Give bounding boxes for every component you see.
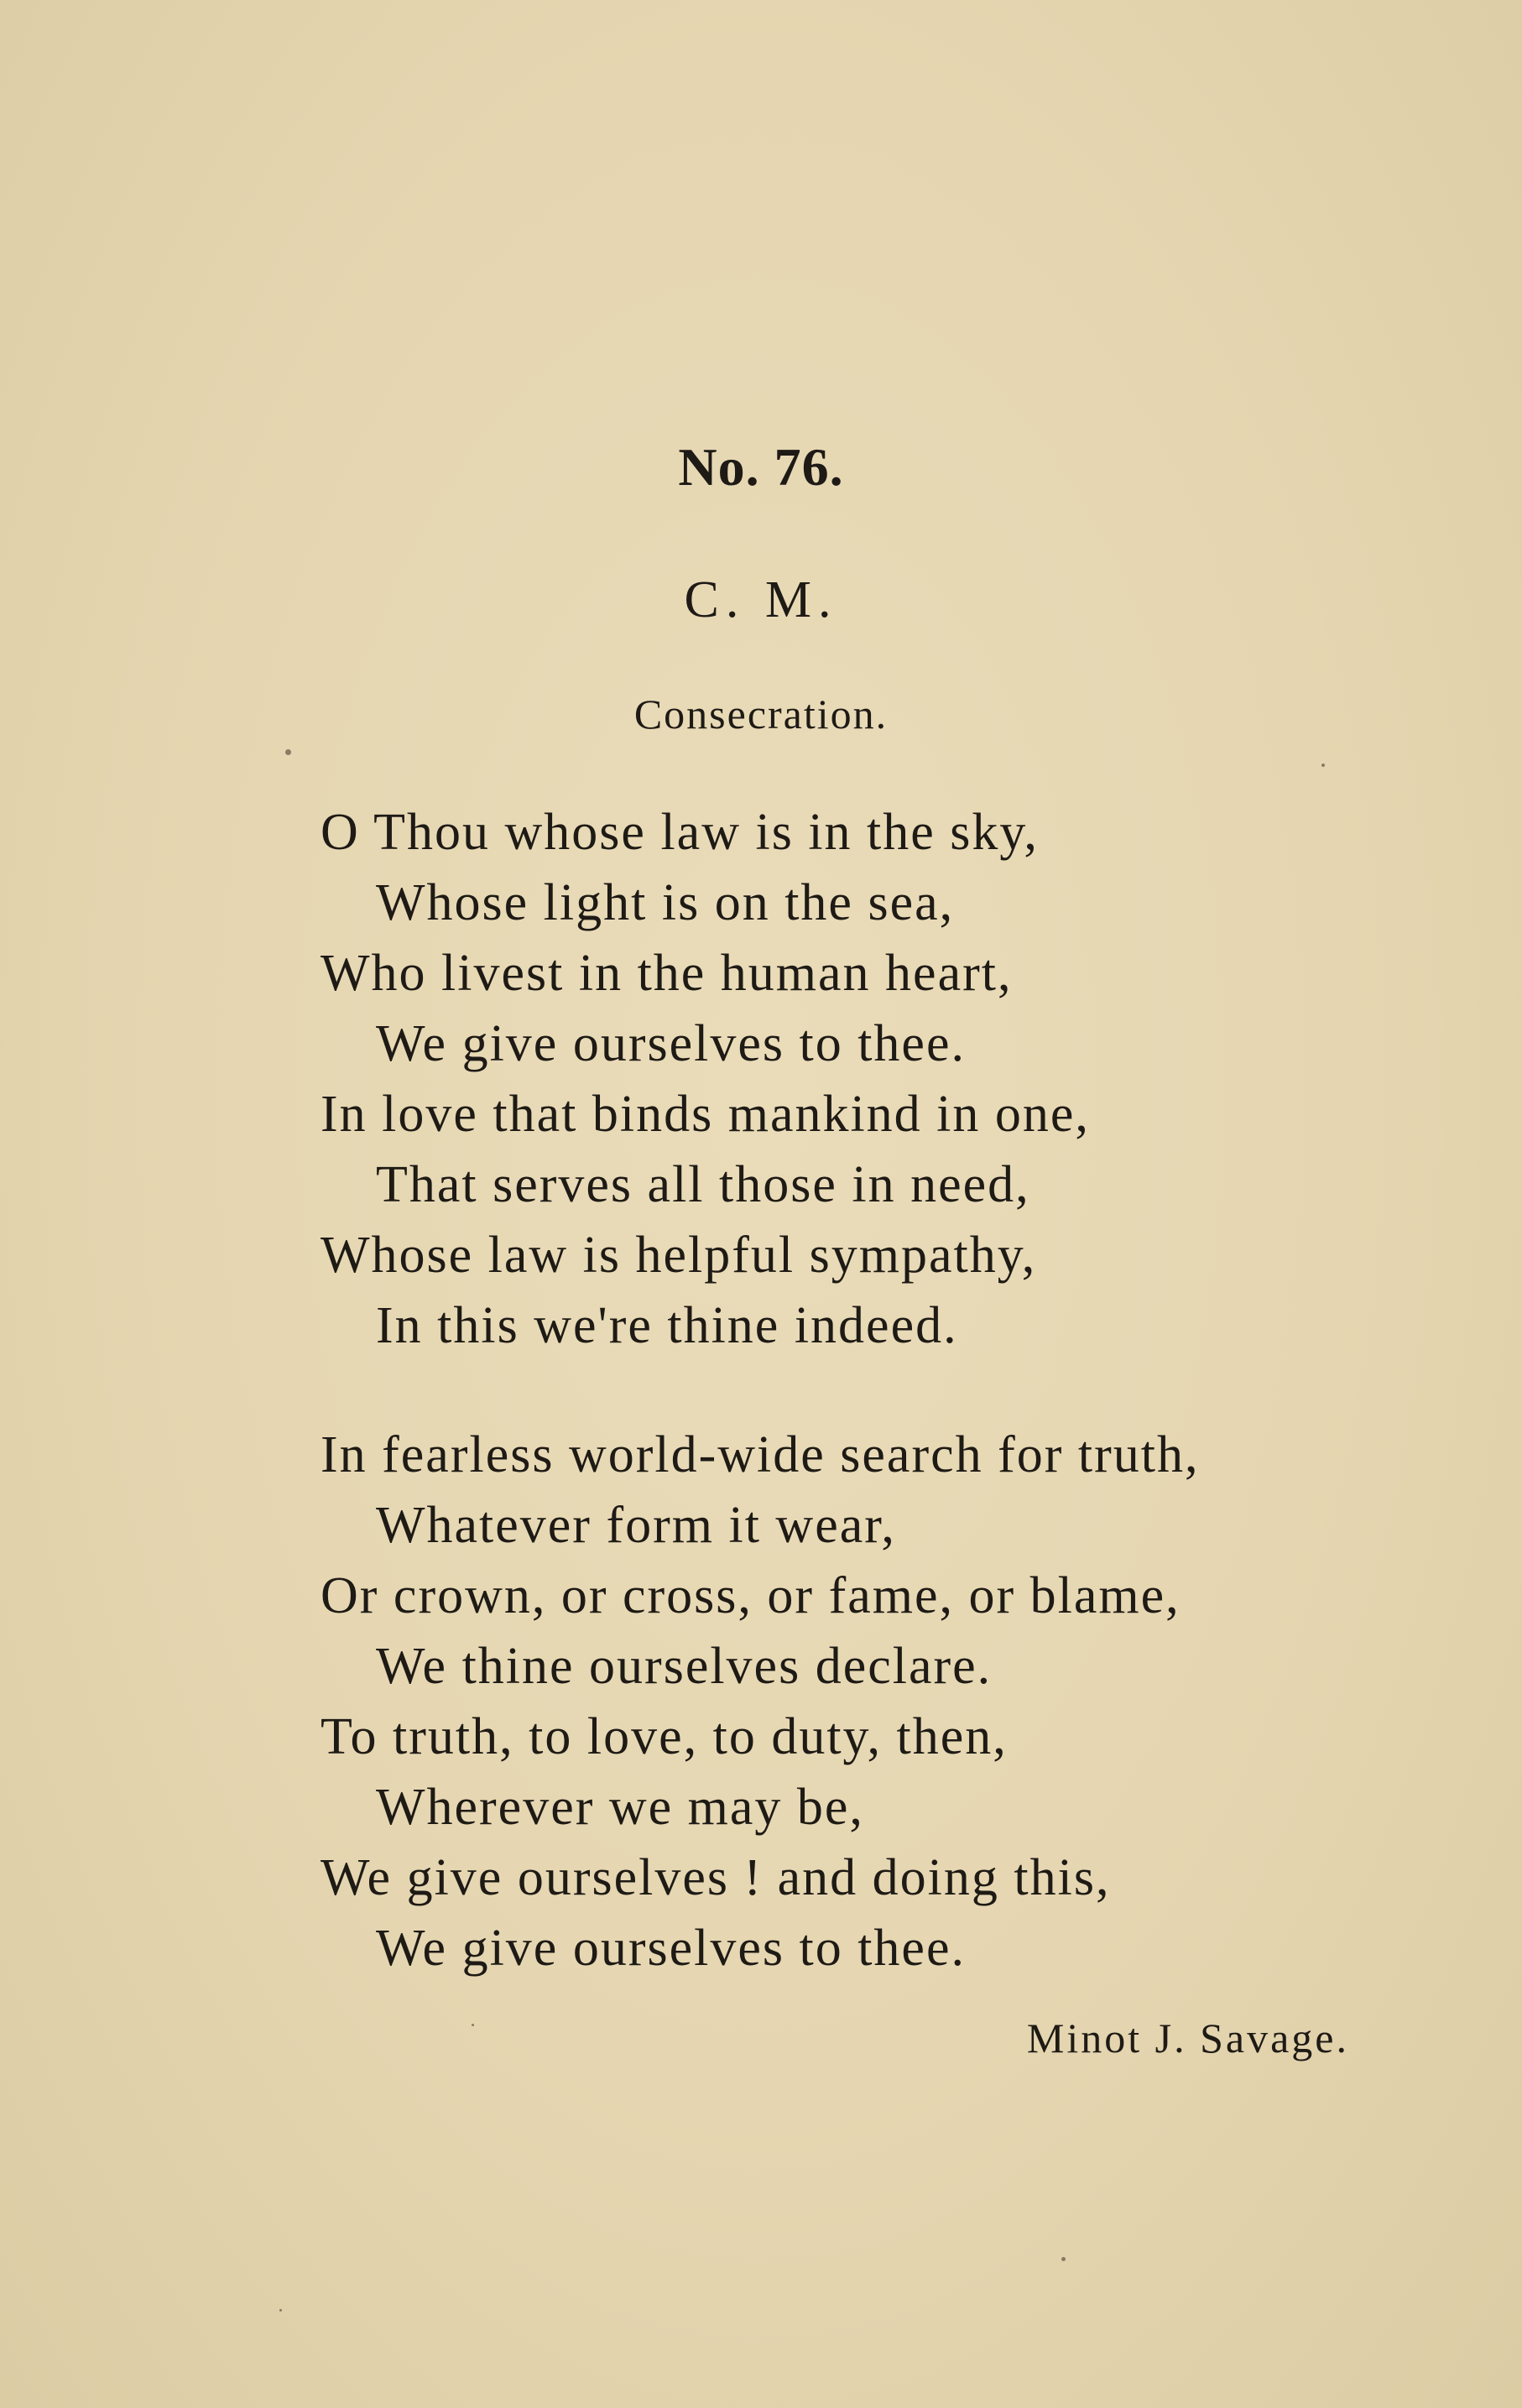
verse-line: O Thou whose law is in the sky, bbox=[321, 804, 1039, 861]
verse-line: Or crown, or cross, or fame, or blame, bbox=[321, 1567, 1181, 1624]
hymn-meter: C. M. bbox=[684, 571, 838, 628]
paper-speck bbox=[1321, 764, 1325, 767]
verse-line: Whose law is helpful sympathy, bbox=[321, 1227, 1037, 1284]
verse-line: We give ourselves ! and doing this, bbox=[321, 1849, 1111, 1906]
verse-line: In love that binds mankind in one, bbox=[321, 1086, 1090, 1143]
stanza-2 bbox=[321, 1420, 1411, 1983]
paper-speck bbox=[279, 2309, 282, 2312]
verse-line: Who livest in the human heart, bbox=[321, 945, 1013, 1002]
paper-speck bbox=[285, 749, 291, 755]
stanza-1 bbox=[321, 797, 1411, 1361]
verse-line: To truth, to love, to duty, then, bbox=[321, 1708, 1008, 1765]
verse-line: We thine ourselves declare. bbox=[376, 1638, 993, 1695]
verse-line: Wherever we may be, bbox=[376, 1779, 864, 1836]
verse-line: Whose light is on the sea, bbox=[376, 874, 955, 931]
verse-line: We give ourselves to thee. bbox=[376, 1015, 966, 1072]
verse-line: Whatever form it wear, bbox=[376, 1497, 896, 1554]
author-attribution: Minot J. Savage. bbox=[1026, 2014, 1349, 2061]
hymn-number: No. 76. bbox=[678, 437, 844, 497]
verse-line: In this we're thine indeed. bbox=[376, 1297, 958, 1354]
paper-speck bbox=[1061, 2257, 1066, 2261]
hymn-title: Consecration. bbox=[633, 691, 889, 738]
verse-line: We give ourselves to thee. bbox=[376, 1920, 966, 1977]
verse-line: In fearless world-wide search for truth, bbox=[321, 1426, 1200, 1483]
paper-speck bbox=[472, 2024, 474, 2026]
verse-line: That serves all those in need, bbox=[376, 1156, 1030, 1213]
